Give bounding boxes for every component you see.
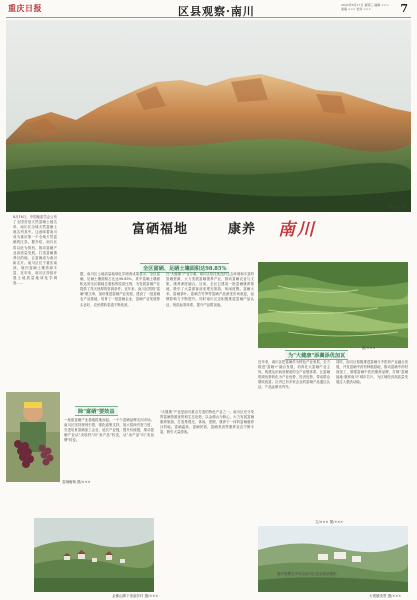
rural-scene-image — [258, 526, 408, 592]
main-headline — [132, 215, 352, 239]
page-number: 7 — [400, 2, 408, 15]
rural-credit: 大观镇美景 摄/××× — [369, 594, 402, 598]
village-photo — [34, 518, 154, 592]
subhead-selenium-benefit: 除"富硒"要效益 — [75, 406, 118, 416]
section-title: 区县观察·南川 — [178, 5, 255, 18]
headline-part-1: 富硒福地 — [132, 222, 189, 237]
masthead — [6, 2, 411, 18]
byline: 文/××× 图/××× — [315, 520, 344, 524]
edition-info: 2022年8月17日 星期三 编辑 ××× 美编 ××× 校对 ××× — [341, 3, 389, 12]
mountain-landscape-image — [6, 20, 411, 212]
article-column-5: 一座座富硒产业基地拔地而起，一个个富硒品牌走向市场。南川区坚持规划引领，强化政策支持，加大招商引资力度，引进培育富硒加工企业，延长产业链，提升价值链，推动富硒产业从"卖原料"向"卖产品"转变，从"卖产品"向"卖品牌"转变。 — [64, 418, 154, 443]
article-column-7: 同时，南川区积极推进富硒与中医药产业融合发展，开发富硒中药材种植基地，推动富硒中药材深加工，做强富硒中医药康养品牌，打响"富硒福地·康养南川"城市名片，为区域经济高质量发展注入强劲动能。 — [336, 360, 408, 385]
article-column-1: 据，南川区土地质量地球化学调查成果显示，全区富硒、足硒土壤面积占比达98.85%，其中富硒土壤面积达到全区耕地总面积的较高比例，为发展富硒产业提供了得天独厚的资源条件。近年来，南川区围绕"富硒"做文章，加快推进富硒产业发展，建设了一批富硒农产品基地，培育了一批富硒企业，富硒产业发展势头良好，农民增收渠道不断拓宽。 — [80, 272, 160, 307]
rural-scene-photo — [258, 526, 408, 592]
side-story-text: 8月16日，中国地质学会公布了全国首批天然富硒土地名单，南川区全域天然富硒土地名列其中。这意味着南川成为重庆第一个全域天然富硒的区县。据介绍，南川区将以此为契机，推动富硒产业高质量发展，打造富硒康养目的地，让富硒成为南川新名片。南川区位于重庆南部，境内富硒土壤资源丰富，近年来，南川区持续开展土地质量地球化学调查…… — [13, 215, 57, 286]
photo-note: 图片除署名外均由南川区委宣传部提供 — [277, 572, 337, 576]
hero-credit: 金佛山之秋 — [387, 205, 405, 209]
grape-image — [6, 392, 60, 482]
terrace-photo — [258, 262, 408, 348]
article-column-4: 近年来，南川区把富硒作为特色产业来抓，全力推进"富硒+"融合发展，培育壮大富硒产业主体，构建从田间到餐桌的全产业链体系，让富硒资源优势转化为产业优势、经济优势，带动群众增收致富。区内已有多家企业的富硒产品通过认证，产品远销市内外。 — [258, 360, 330, 390]
headline-part-3: 南川 — [278, 220, 316, 240]
hero-photo-mountain — [6, 20, 411, 212]
newspaper-logo: 重庆日报 — [8, 3, 42, 13]
headline-part-2: 康养 — [228, 222, 257, 237]
article-column-6: "大健康"产业是南川重点打造的特色产业之一。南川区充分发挥富硒资源优势和生态优势，以金佛山为核心，大力发展富硒康养旅游，打造集观光、休闲、度假、康养于一体的富硒康养目的地。富硒温泉、富硒民宿、富硒美食等康养业态不断丰富，吸引大量游客。 — [160, 410, 254, 435]
terrace-image — [258, 262, 408, 348]
grape-credit: 富硒葡萄 摄/××× — [62, 480, 91, 484]
grape-photo — [6, 392, 60, 482]
village-credit: 金佛山脚下美丽乡村 摄/××× — [112, 594, 159, 598]
terrace-credit: 摄/××× — [362, 346, 376, 350]
subhead-selenium-soil: 全区富硒、足硒土壤面积达98.85% — [140, 263, 229, 273]
article-column-2: 在"大健康"产业方面，南川区依托优良的生态环境和丰富的富硒资源，大力发展富硒康养产业，推动富硒农业与文旅、康养深度融合。目前，全区已建成一批富硒康养基地，吸引了大量游客前来观光旅游、休闲度假。富硒大米、富硒茶叶、富硒方竹笋等富硒产品深受市场欢迎，品牌影响力不断提升。同时南川区还积极推进富硒产品认证，规范标准体系，提升产品附加值。 — [166, 272, 254, 307]
subhead-health-industry: 为"大健康"添翼添优加瓦 — [285, 350, 348, 360]
village-image — [34, 518, 154, 592]
